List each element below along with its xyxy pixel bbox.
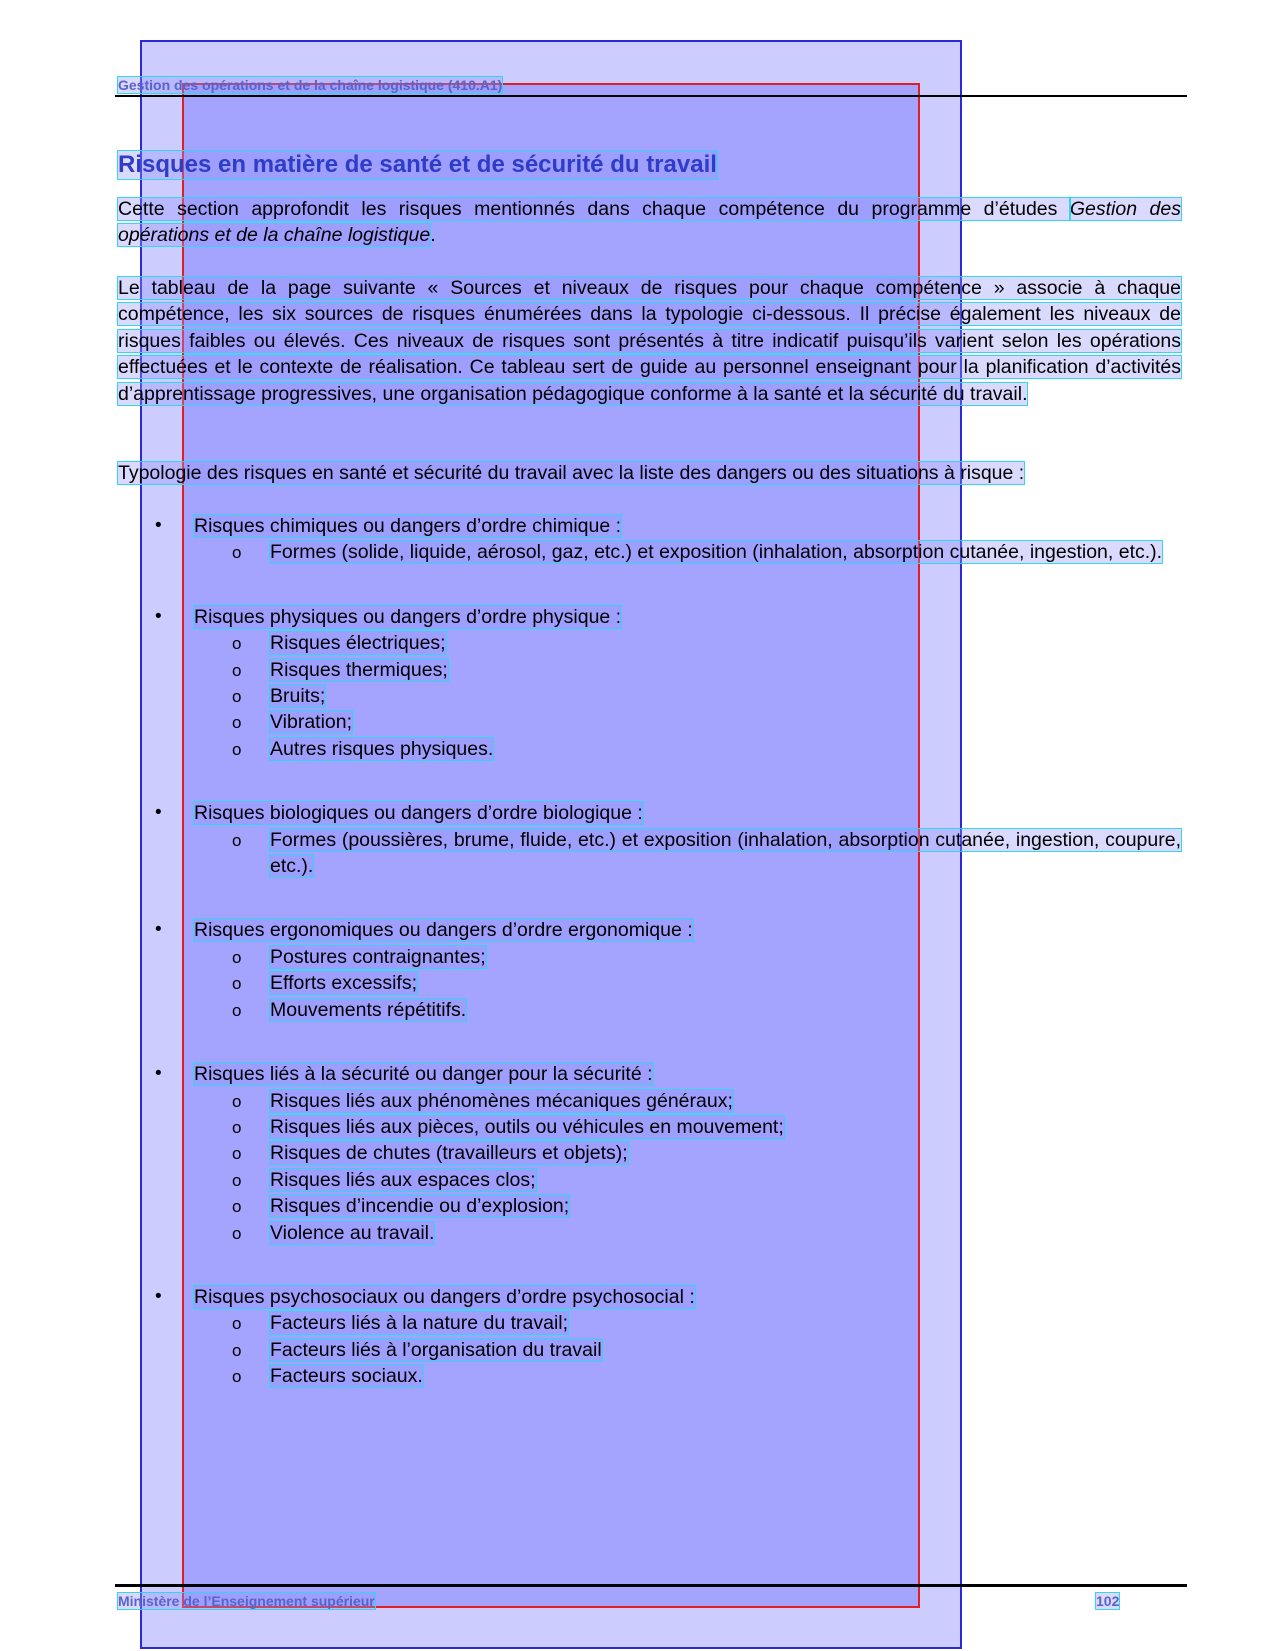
list-item — [118, 1363, 1181, 1389]
list-item-text: Autres risques physiques. — [270, 737, 494, 760]
risk-group — [118, 1061, 1181, 1246]
list-item — [118, 709, 1181, 735]
list-item-text: Postures contraignantes; — [270, 945, 486, 968]
risk-group — [118, 917, 1181, 1023]
list-item-text: Facteurs liés à la nature du travail; — [270, 1312, 569, 1335]
footer-rule — [115, 1584, 1187, 1587]
list-item — [118, 539, 1181, 565]
running-header: Gestion des opérations et de la chaîne logistique (410.A1) — [118, 77, 503, 93]
risk-group-title-text: Risques psychosociaux ou dangers d’ordre psychosocial : — [194, 1285, 695, 1308]
list-item — [118, 827, 1181, 880]
list-item — [118, 1088, 1181, 1114]
risk-group — [118, 800, 1181, 879]
list-item-text: Facteurs sociaux. — [270, 1365, 423, 1388]
list-item-text: Risques liés aux espaces clos; — [270, 1168, 536, 1191]
page-number: 102 — [1096, 1593, 1120, 1609]
intro-text: Cette section approfondit les risques mentionnés dans chaque compétence du programme d’études — [118, 198, 1070, 220]
risk-group — [118, 1284, 1181, 1390]
list-item-text: Risques liés aux phénomènes mécaniques généraux; — [270, 1089, 733, 1112]
list-item-text: Risques électriques; — [270, 632, 446, 655]
list-item — [118, 657, 1181, 683]
list-item — [118, 944, 1181, 970]
list-item-text: Formes (poussières, brume, fluide, etc.) et exposition (inhalation, absorption cutanée, ingestion, coupure, etc.). — [270, 828, 1181, 878]
list-item-text: Violence au travail. — [270, 1221, 435, 1244]
list-item — [118, 970, 1181, 996]
risk-group-title — [118, 513, 1181, 539]
typology-intro-text: Typologie des risques en santé et sécurité du travail avec la liste des dangers ou des situations à risque : — [118, 462, 1025, 484]
risk-group-title — [118, 1061, 1181, 1087]
risk-group-title-text: Risques biologiques ou dangers d’ordre biologique : — [194, 802, 643, 825]
risk-group-title — [118, 917, 1181, 943]
list-item — [118, 1193, 1181, 1219]
risk-group-title-text: Risques physiques ou dangers d’ordre physique : — [194, 605, 622, 628]
risk-group — [118, 513, 1181, 566]
table-description-text: Le tableau de la page suivante « Sources et niveaux de risques pour chaque compétence » associe à chaque compétence, les six sources de risques énumérées dans la typologie ci-dessous. Il précise également les niveaux de risques faibles ou élevés. Ces niveaux de risques sont présentés à titre indicatif puisqu’ils varient selon les opérations effectuées et le contexte de réalisation. Ce tableau sert de guide au personnel enseignant pour la planification d’activités d’apprentissage progressives, une organisation pédagogique conforme à la santé et la sécurité du travail. — [118, 277, 1181, 405]
risk-group-title-text: Risques chimiques ou dangers d’ordre chimique : — [194, 515, 622, 537]
footer-publisher: Ministère de l’Enseignement supérieur — [118, 1593, 375, 1609]
list-item — [118, 997, 1181, 1023]
list-item — [118, 1310, 1181, 1336]
risk-group-title-text: Risques ergonomiques ou dangers d’ordre ergonomique : — [194, 919, 693, 942]
list-item-text: Efforts excessifs; — [270, 972, 418, 995]
list-item — [118, 736, 1181, 762]
list-item-text: Risques liés aux pièces, outils ou véhicules en mouvement; — [270, 1115, 784, 1138]
intro-end: . — [430, 224, 436, 247]
table-description-paragraph — [118, 275, 1181, 407]
list-item — [118, 1220, 1181, 1246]
list-item-text: Formes (solide, liquide, aérosol, gaz, etc.) et exposition (inhalation, absorption cutanée, ingestion, etc.). — [270, 541, 1163, 564]
list-item — [118, 1337, 1181, 1363]
header-rule — [115, 95, 1187, 97]
risk-group-title-text: Risques liés à la sécurité ou danger pour la sécurité : — [194, 1063, 653, 1086]
program-name: Gestion des opérations et de la chaîne logistique — [118, 198, 1181, 247]
list-item-text: Risques thermiques; — [270, 658, 448, 681]
list-item-text: Risques de chutes (travailleurs et objets); — [270, 1142, 628, 1165]
section-title: Risques en matière de santé et de sécurité du travail — [118, 151, 717, 178]
risk-typology-list — [118, 513, 1181, 1428]
list-item-text: Risques d’incendie ou d’explosion; — [270, 1195, 570, 1218]
list-item-text: Mouvements répétitifs. — [270, 998, 467, 1021]
intro-paragraph — [118, 196, 1181, 249]
list-item — [118, 1114, 1181, 1140]
list-item — [118, 1167, 1181, 1193]
risk-group-title — [118, 800, 1181, 826]
list-item-text: Bruits; — [270, 685, 326, 708]
list-item — [118, 1140, 1181, 1166]
typology-intro — [118, 460, 1181, 486]
list-item — [118, 683, 1181, 709]
list-item — [118, 630, 1181, 656]
list-item-text: Vibration; — [270, 711, 353, 734]
risk-group — [118, 604, 1181, 762]
risk-group-title — [118, 1284, 1181, 1310]
risk-group-title — [118, 604, 1181, 630]
list-item-text: Facteurs liés à l’organisation du travail — [270, 1338, 602, 1361]
